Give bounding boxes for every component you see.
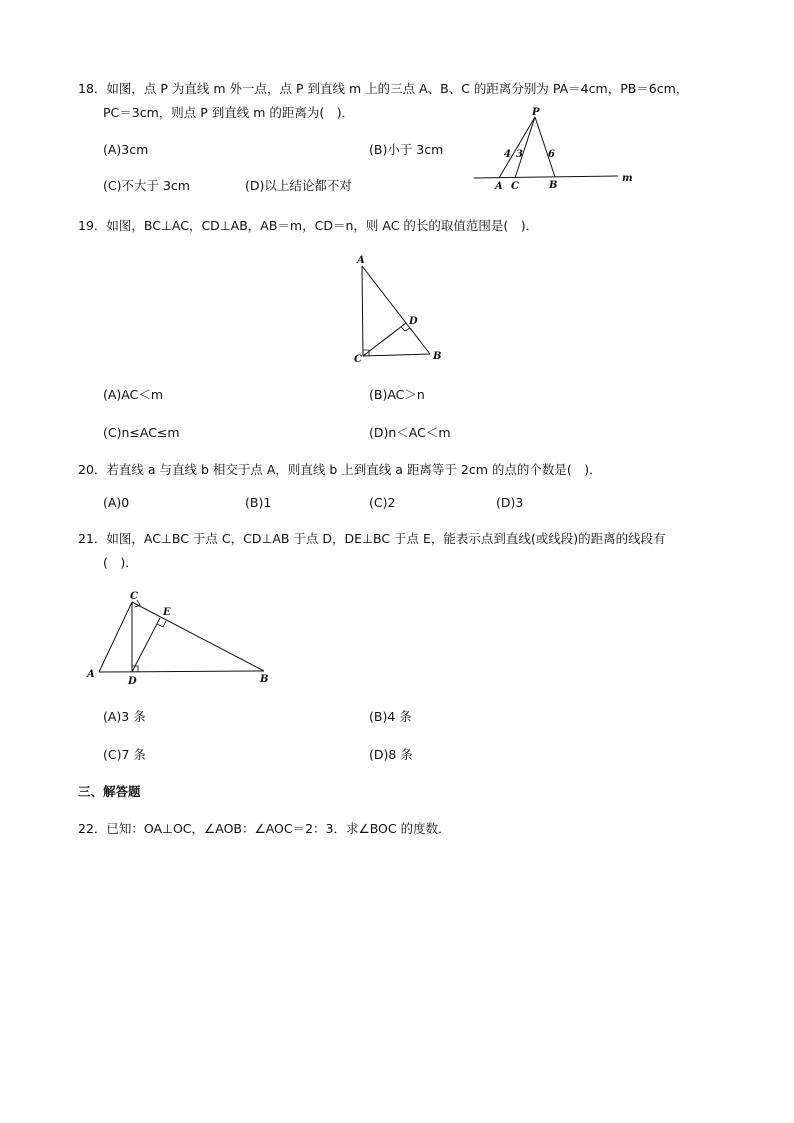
q20-option-a: (A)0 <box>103 495 130 510</box>
q18-label-p: P <box>532 107 540 118</box>
q18-segment-pc <box>515 117 535 178</box>
q18-option-d: (D)以上结论都不对 <box>245 178 352 193</box>
q19-option-d: (D)n＜AC＜m <box>369 425 451 440</box>
q19-label-c: C <box>354 354 362 365</box>
q21-label-b: B <box>260 674 269 685</box>
q18-option-a: (A)3cm <box>103 142 149 157</box>
q21-segment-cb <box>132 602 264 671</box>
q20-line1: 20．若直线 a 与直线 b 相交于点 A，则直线 b 上到直线 a 距离等于 2cm 的点的个数是( )． <box>78 462 602 477</box>
q21-segment-ab <box>99 671 264 672</box>
q19-figure <box>350 252 450 367</box>
q19-label-b: B <box>433 351 442 362</box>
q18-line1: 18．如图，点 P 为直线 m 外一点，点 P 到直线 m 上的三点 A、B、C 的距离分别为 PA＝4cm，PB＝6cm， <box>78 81 689 96</box>
q18-figure <box>470 105 640 195</box>
q21-figure <box>84 588 274 688</box>
q19-option-c: (C)n≤AC≤m <box>103 425 180 440</box>
q21-label-a: A <box>87 669 95 680</box>
q18-label-6: 6 <box>548 149 555 160</box>
q22-line1: 22．已知：OA⊥OC，∠AOB：∠AOC＝2：3．求∠BOC 的度数． <box>78 821 451 836</box>
q21-label-c: C <box>130 591 138 602</box>
q19-segment-ac <box>362 266 363 356</box>
q18-label-m: m <box>622 173 633 184</box>
q19-right-angle-d <box>401 327 410 331</box>
q18-label-a: A <box>495 181 503 192</box>
q19-option-a: (A)AC＜m <box>103 387 164 402</box>
q20-option-c: (C)2 <box>369 495 396 510</box>
q21-segment-ac <box>99 602 132 672</box>
q18-segment-pa <box>499 117 535 178</box>
q21-line1: 21．如图，AC⊥BC 于点 C，CD⊥AB 于点 D，DE⊥BC 于点 E，能表示点到直线(或线段)的距离的线段有 <box>78 531 666 546</box>
q20-option-b: (B)1 <box>245 495 272 510</box>
q20-option-d: (D)3 <box>496 495 524 510</box>
q21-segment-de <box>132 618 160 672</box>
q21-option-a: (A)3 条 <box>103 709 146 724</box>
q21-line2: ( )． <box>103 555 138 570</box>
q18-line-m <box>474 176 618 178</box>
q18-option-b: (B)小于 3cm <box>369 142 444 157</box>
q18-label-b: B <box>549 180 558 191</box>
q19-label-a: A <box>357 255 365 266</box>
q18-line2: PC＝3cm，则点 P 到直线 m 的距离为( )． <box>103 105 355 120</box>
section-heading: 三、解答题 <box>78 784 141 799</box>
q19-option-b: (B)AC＞n <box>369 387 425 402</box>
q18-segment-pb <box>535 117 555 177</box>
q19-label-d: D <box>409 316 418 327</box>
q19-line1: 19．如图，BC⊥AC，CD⊥AB，AB＝m，CD＝n，则 AC 的长的取值范围是( )． <box>78 218 539 233</box>
q21-label-d: D <box>128 676 137 687</box>
q18-label-c: C <box>511 181 519 192</box>
q18-label-3: 3 <box>516 149 523 160</box>
q21-option-b: (B)4 条 <box>369 709 412 724</box>
q18-option-c: (C)不大于 3cm <box>103 178 190 193</box>
q19-segment-ab <box>362 266 430 354</box>
q19-segment-cd <box>363 323 406 356</box>
q21-option-d: (D)8 条 <box>369 747 413 762</box>
q18-label-4: 4 <box>504 149 511 160</box>
q21-label-e: E <box>163 607 171 618</box>
q19-segment-cb <box>363 354 430 356</box>
q21-option-c: (C)7 条 <box>103 747 146 762</box>
